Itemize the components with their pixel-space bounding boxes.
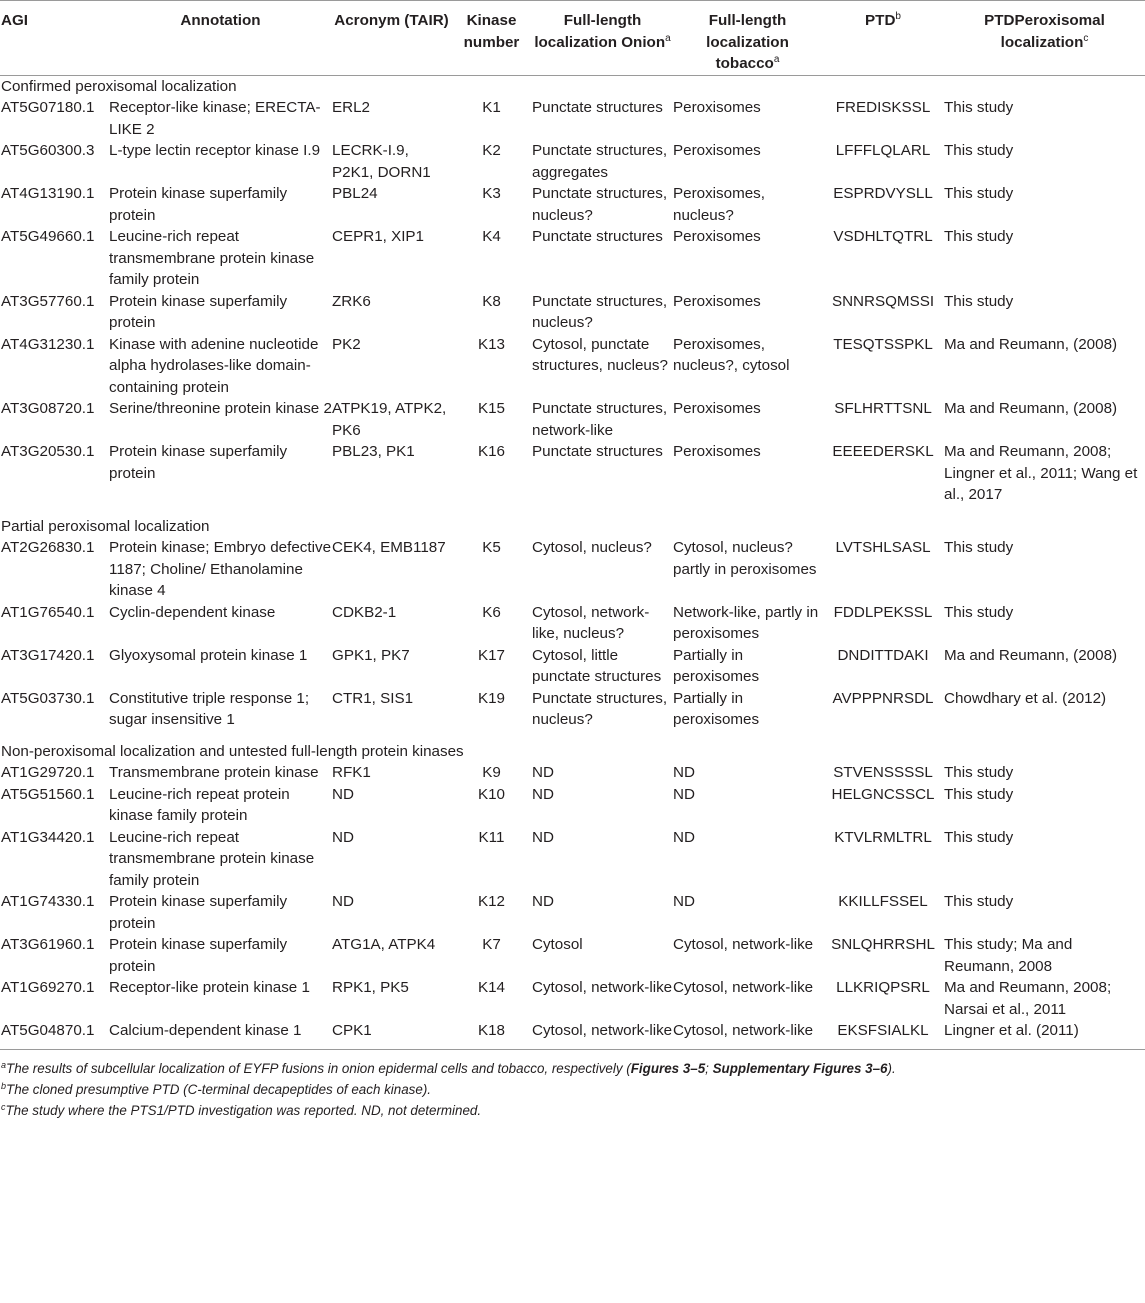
table-row <box>0 977 1145 1020</box>
cell-acronym: ND <box>332 828 354 846</box>
cell-agi: AT1G74330.1 <box>1 893 95 910</box>
cell-acronym: PK2 <box>332 335 361 353</box>
cell-acronym: CPK1 <box>332 1022 372 1039</box>
cell-onion-localization: Cytosol, network-like, nucleus? <box>532 603 650 642</box>
footnotes <box>0 1049 1145 1121</box>
cell-onion-localization: Punctate structures, nucleus? <box>532 689 668 728</box>
cell-ptd: LLKRIQPSRL <box>836 979 930 996</box>
cell-onion-localization: Cytosol, network-like <box>532 1022 673 1039</box>
cell-study: This study <box>944 142 1014 159</box>
cell-agi: AT5G04870.1 <box>1 1022 95 1039</box>
cell-ptd: FREDISKSSL <box>835 99 931 116</box>
cell-agi: AT5G03730.1 <box>1 689 95 707</box>
cell-kinase-number: K1 <box>482 99 501 116</box>
cell-annotation: Serine/threonine protein kinase 2 <box>109 400 332 417</box>
cell-ptd: SNLQHRRSHL <box>831 936 935 953</box>
cell-acronym: CEPR1, XIP1 <box>332 228 425 245</box>
cell-tobacco-localization: Partially in peroxisomes <box>673 689 760 728</box>
cell-annotation: Leucine-rich repeat transmembrane protein kinase family protein <box>109 828 315 889</box>
cell-tobacco-localization: Cytosol, network-like <box>673 1022 814 1039</box>
cell-tobacco-localization: ND <box>673 828 695 846</box>
cell-tobacco-localization: Peroxisomes <box>673 99 761 116</box>
header-kinase-number: Kinase number <box>451 1 532 76</box>
header-ptd-localization: PTDPeroxisomal localization$^c$ <box>944 1 1145 76</box>
cell-kinase-number: K12 <box>477 893 506 910</box>
cell-annotation: Kinase with adenine nucleotide alpha hydrolases-like domain-containing protein <box>109 335 319 396</box>
cell-agi: AT5G49660.1 <box>1 228 95 245</box>
cell-acronym: LECRK-I.9, P2K1, DORN1 <box>332 142 431 181</box>
cell-ptd: VSDHLTQTRL <box>833 228 933 245</box>
cell-agi: AT5G07180.1 <box>1 99 95 116</box>
cell-kinase-number: K9 <box>482 764 501 781</box>
cell-study: Ma and Reumann, (2008) <box>944 646 1118 664</box>
cell-tobacco-localization: ND <box>673 785 695 803</box>
cell-ptd: SFLHRTTSNL <box>834 400 932 417</box>
cell-acronym: GPK1, PK7 <box>332 646 410 664</box>
cell-study: Ma and Reumann, 2008; Lingner et al., 2011; Wang et al., 2017 <box>944 443 1138 503</box>
cell-agi: AT3G08720.1 <box>1 400 95 417</box>
cell-onion-localization: Punctate structures, nucleus? <box>532 185 668 224</box>
cell-agi: AT3G17420.1 <box>1 646 95 664</box>
cell-annotation: Glyoxysomal protein kinase 1 <box>109 646 308 664</box>
cell-agi: AT3G61960.1 <box>1 936 95 953</box>
table-header <box>0 1 1145 76</box>
cell-kinase-number: K14 <box>477 979 506 996</box>
table-row <box>0 891 1145 934</box>
table-row <box>0 934 1145 977</box>
cell-onion-localization: Punctate structures, nucleus? <box>532 292 668 331</box>
cell-ptd: LVTSHLSASL <box>835 539 931 556</box>
cell-onion-localization: Punctate structures, aggregates <box>532 142 668 181</box>
cell-annotation: Protein kinase superfamily protein <box>109 936 288 975</box>
header-tobacco: Full-length localization tobacco$^a$ <box>673 1 822 76</box>
cell-study: This study <box>944 893 1014 910</box>
table-body <box>0 75 1145 1042</box>
header-agi: AGI <box>0 1 109 76</box>
footnote-b: $^b$The cloned presumptive PTD (C-terminal decapeptides of each kinase). <box>1 1080 431 1097</box>
cell-ptd: FDDLPEKSSL <box>833 603 933 621</box>
cell-tobacco-localization: Peroxisomes <box>673 292 761 310</box>
section-heading-row <box>0 741 1145 763</box>
cell-tobacco-localization: Peroxisomes <box>673 228 761 245</box>
cell-kinase-number: K6 <box>482 603 501 621</box>
table-row <box>0 441 1145 506</box>
cell-kinase-number: K19 <box>477 689 506 707</box>
cell-study: This study <box>944 228 1014 245</box>
cell-kinase-number: K16 <box>477 443 506 460</box>
cell-ptd: EKSFSIALKL <box>837 1022 929 1039</box>
cell-study: This study <box>944 828 1014 846</box>
cell-study: This study <box>944 99 1014 116</box>
cell-agi: AT2G26830.1 <box>1 539 95 556</box>
table-row <box>0 140 1145 183</box>
cell-acronym: PBL23, PK1 <box>332 443 415 460</box>
cell-agi: AT5G51560.1 <box>1 785 95 803</box>
cell-onion-localization: ND <box>532 828 554 846</box>
cell-tobacco-localization: ND <box>673 764 695 781</box>
cell-agi: AT4G31230.1 <box>1 335 95 353</box>
cell-acronym: ZRK6 <box>332 292 371 310</box>
cell-annotation: Receptor-like kinase; ERECTA-LIKE 2 <box>109 99 321 138</box>
cell-tobacco-localization: Network-like, partly in peroxisomes <box>673 603 819 642</box>
table-row <box>0 827 1145 892</box>
header-annotation: Annotation <box>109 1 332 76</box>
cell-onion-localization: Punctate structures <box>532 228 663 245</box>
cell-kinase-number: K13 <box>477 335 506 353</box>
cell-tobacco-localization: ND <box>673 893 695 910</box>
cell-agi: AT1G69270.1 <box>1 979 95 996</box>
cell-ptd: KTVLRMLTRL <box>834 828 932 846</box>
cell-annotation: Calcium-dependent kinase 1 <box>109 1022 302 1039</box>
cell-acronym: ND <box>332 785 354 803</box>
cell-onion-localization: Punctate structures, network-like <box>532 400 668 439</box>
table-row <box>0 226 1145 291</box>
header-acronym: Acronym (TAIR) <box>332 1 451 76</box>
cell-study: This study; Ma and Reumann, 2008 <box>944 936 1073 975</box>
cell-acronym: CDKB2-1 <box>332 603 397 621</box>
section-gap-cell <box>0 731 1145 741</box>
table-row <box>0 1020 1145 1042</box>
cell-annotation: Transmembrane protein kinase <box>109 764 319 781</box>
cell-kinase-number: K5 <box>482 539 501 556</box>
cell-study: This study <box>944 764 1014 781</box>
table-row <box>0 97 1145 140</box>
cell-acronym: ATG1A, ATPK4 <box>332 936 436 953</box>
cell-kinase-number: K15 <box>477 400 506 417</box>
cell-onion-localization: Cytosol, little punctate structures <box>532 646 662 685</box>
cell-study: This study <box>944 785 1014 803</box>
table-row <box>0 645 1145 688</box>
cell-study: Ma and Reumann, (2008) <box>944 400 1118 417</box>
cell-annotation: Receptor-like protein kinase 1 <box>109 979 310 996</box>
header-ptd: PTD$^b$ <box>822 1 944 76</box>
cell-tobacco-localization: Cytosol, nucleus? partly in peroxisomes <box>673 539 817 578</box>
footnote-c: $^c$The study where the PTS1/PTD investigation was reported. ND, not determined. <box>1 1101 482 1118</box>
cell-annotation: Protein kinase; Embryo defective 1187; Choline/ Ethanolamine kinase 4 <box>109 539 332 599</box>
cell-ptd: ESPRDVYSLL <box>833 185 933 202</box>
cell-tobacco-localization: Cytosol, network-like <box>673 936 814 953</box>
cell-agi: AT1G34420.1 <box>1 828 95 846</box>
table-row <box>0 334 1145 399</box>
cell-tobacco-localization: Peroxisomes, nucleus? <box>673 185 766 224</box>
cell-onion-localization: Cytosol, punctate structures, nucleus? <box>532 335 668 374</box>
cell-tobacco-localization: Partially in peroxisomes <box>673 646 760 685</box>
cell-onion-localization: ND <box>532 893 554 910</box>
cell-onion-localization: Punctate structures <box>532 443 663 460</box>
section-heading: Confirmed peroxisomal localization <box>1 77 237 95</box>
cell-acronym: RPK1, PK5 <box>332 979 409 996</box>
cell-kinase-number: K7 <box>482 936 501 953</box>
table-row <box>0 537 1145 602</box>
cell-ptd: EEEEDERSKL <box>832 443 934 460</box>
cell-kinase-number: K2 <box>482 142 501 159</box>
cell-ptd: HELGNCSSCL <box>831 785 935 803</box>
cell-ptd: SNNRSQMSSI <box>831 292 935 310</box>
cell-kinase-number: K4 <box>482 228 501 245</box>
cell-tobacco-localization: Peroxisomes <box>673 443 761 460</box>
cell-onion-localization: Cytosol, network-like <box>532 979 673 996</box>
cell-ptd: LFFFLQLARL <box>835 142 931 159</box>
cell-kinase-number: K18 <box>477 1022 506 1039</box>
section-heading: Partial peroxisomal localization <box>1 517 210 535</box>
cell-ptd: TESQTSSPKL <box>833 335 933 353</box>
cell-tobacco-localization: Cytosol, network-like <box>673 979 814 996</box>
section-heading-row <box>0 75 1145 97</box>
section-heading-row <box>0 516 1145 538</box>
cell-study: Lingner et al. (2011) <box>944 1022 1079 1039</box>
cell-annotation: Leucine-rich repeat protein kinase family protein <box>109 785 290 824</box>
cell-kinase-number: K3 <box>482 185 501 202</box>
cell-annotation: Protein kinase superfamily protein <box>109 443 288 482</box>
cell-study: This study <box>944 185 1014 202</box>
cell-kinase-number: K10 <box>477 785 506 803</box>
cell-ptd: AVPPPNRSDL <box>832 689 934 707</box>
cell-tobacco-localization: Peroxisomes <box>673 142 761 159</box>
cell-kinase-number: K11 <box>478 828 505 846</box>
cell-agi: AT1G76540.1 <box>1 603 95 621</box>
cell-study: This study <box>944 292 1014 310</box>
cell-annotation: Protein kinase superfamily protein <box>109 292 288 331</box>
cell-agi: AT1G29720.1 <box>1 764 95 781</box>
cell-onion-localization: Punctate structures <box>532 99 663 116</box>
cell-annotation: Cyclin-dependent kinase <box>109 603 276 621</box>
header-onion: Full-length localization Onion$^a$ <box>532 1 673 76</box>
table-row <box>0 688 1145 731</box>
table-row <box>0 398 1145 441</box>
section-gap-cell <box>0 506 1145 516</box>
cell-kinase-number: K8 <box>482 292 501 310</box>
cell-onion-localization: ND <box>532 764 554 781</box>
cell-annotation: Protein kinase superfamily protein <box>109 185 288 224</box>
cell-acronym: PBL24 <box>332 185 378 202</box>
cell-agi: AT4G13190.1 <box>1 185 95 202</box>
footnote-a: $^a$The results of subcellular localization of EYFP fusions in onion epidermal cells and tobacco, respectively (Figures 3–5; Supplementary Figures 3–6). <box>1 1059 896 1076</box>
cell-acronym: RFK1 <box>332 764 371 781</box>
cell-study: This study <box>944 539 1014 556</box>
cell-ptd: DNDITTDAKI <box>837 646 929 664</box>
cell-acronym: ERL2 <box>332 99 370 116</box>
table-row <box>0 784 1145 827</box>
cell-agi: AT5G60300.3 <box>1 142 95 159</box>
table-row <box>0 291 1145 334</box>
cell-onion-localization: Cytosol <box>532 936 583 953</box>
cell-ptd: KKILLFSSEL <box>838 893 928 910</box>
cell-annotation: Leucine-rich repeat transmembrane protein kinase family protein <box>109 228 315 288</box>
section-gap <box>0 731 1145 741</box>
cell-study: This study <box>944 603 1014 621</box>
cell-ptd: STVENSSSSL <box>833 764 933 781</box>
cell-agi: AT3G57760.1 <box>1 292 95 310</box>
section-heading: Non-peroxisomal localization and untested full-length protein kinases <box>1 742 464 760</box>
cell-acronym: ND <box>332 893 354 910</box>
cell-kinase-number: K17 <box>477 646 506 664</box>
cell-agi: AT3G20530.1 <box>1 443 95 460</box>
cell-tobacco-localization: Peroxisomes <box>673 400 761 417</box>
cell-study: Chowdhary et al. (2012) <box>944 689 1107 707</box>
table-row <box>0 183 1145 226</box>
cell-acronym: ATPK19, ATPK2, PK6 <box>332 400 447 439</box>
cell-study: Ma and Reumann, (2008) <box>944 335 1118 353</box>
section-gap <box>0 506 1145 516</box>
cell-annotation: Constitutive triple response 1; sugar insensitive 1 <box>109 689 310 728</box>
table-row <box>0 762 1145 784</box>
cell-annotation: Protein kinase superfamily protein <box>109 893 288 932</box>
cell-tobacco-localization: Peroxisomes, nucleus?, cytosol <box>673 335 790 374</box>
cell-acronym: CTR1, SIS1 <box>332 689 414 707</box>
cell-acronym: CEK4, EMB1187 <box>332 539 446 556</box>
cell-annotation: L-type lectin receptor kinase I.9 <box>109 142 321 159</box>
cell-onion-localization: Cytosol, nucleus? <box>532 539 652 556</box>
cell-onion-localization: ND <box>532 785 554 803</box>
cell-study: Ma and Reumann, 2008; Narsai et al., 2011 <box>944 979 1112 1018</box>
table-row <box>0 602 1145 645</box>
